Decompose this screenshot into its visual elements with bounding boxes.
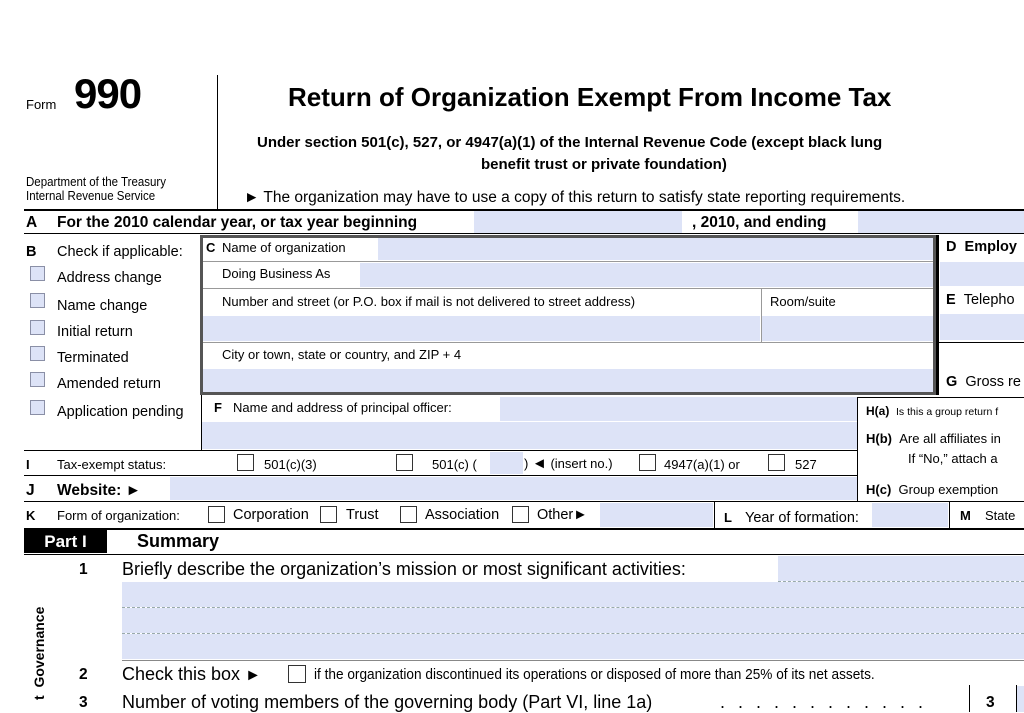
name-change-checkbox[interactable] [30, 293, 45, 308]
mission-field-4[interactable] [122, 634, 1024, 659]
mission-field-3[interactable] [122, 608, 1024, 633]
terminated-checkbox[interactable] [30, 346, 45, 361]
governance-side-label: t Governance [31, 606, 47, 700]
form-label: Form [26, 97, 57, 112]
status-4947-checkbox[interactable] [639, 454, 656, 471]
mission-rule [122, 660, 1024, 661]
line-3-box-rule [969, 685, 970, 712]
city-field[interactable] [203, 369, 933, 392]
association-checkbox[interactable] [400, 506, 417, 523]
amended-return-label: Amended return [57, 376, 161, 392]
initial-return-checkbox[interactable] [30, 320, 45, 335]
h-divider [857, 397, 858, 501]
status-527-label: 527 [795, 457, 817, 472]
form-number: 990 [74, 70, 142, 117]
initial-return-label: Initial return [57, 324, 133, 340]
arrow-right-icon: ► [245, 667, 261, 684]
line-hb-label: H(b) Are all affiliates in [866, 431, 1001, 446]
form-title: Return of Organization Exempt From Income Tax [288, 82, 892, 112]
status-501c3-checkbox[interactable] [237, 454, 254, 471]
year-formation-label: Year of formation: [745, 510, 859, 526]
line-g-label: G Gross re [946, 374, 1021, 390]
status-501c3-label: 501(c)(3) [264, 457, 317, 472]
l-left-rule [714, 502, 715, 528]
state-notice: ► The organization may have to use a copy of this return to satisfy state reporting requirements. [244, 189, 906, 206]
line-f-letter: F [214, 400, 222, 415]
line-a-rule [24, 233, 1024, 234]
corporation-checkbox[interactable] [208, 506, 225, 523]
line-e-label: E Telepho [946, 292, 1015, 308]
trust-checkbox[interactable] [320, 506, 337, 523]
arrow-right-icon: ► [573, 507, 588, 523]
line-a-label: For the 2010 calendar year, or tax year beginning [57, 214, 418, 231]
line-2-label: Check this box ► [122, 664, 261, 684]
year-formation-field[interactable] [872, 503, 948, 527]
line-3-label: Number of voting members of the governing body (Part VI, line 1a) [122, 692, 653, 712]
k-rule [24, 528, 1024, 530]
c-rule-1 [203, 261, 933, 262]
principal-officer-field-2[interactable] [202, 422, 857, 449]
telephone-field[interactable] [940, 314, 1024, 340]
insert-number-field[interactable] [490, 452, 523, 474]
line-1-number: 1 [79, 561, 88, 578]
corporation-label: Corporation [233, 507, 309, 523]
f-left-rule [201, 395, 202, 450]
g-rule [858, 397, 1024, 398]
right-column-divider [936, 235, 939, 395]
department-label: Department of the Treasury Internal Revenue Service [26, 175, 166, 203]
other-label: Other► [537, 507, 588, 523]
line-a-mid: , 2010, and ending [692, 214, 827, 231]
principal-officer-field-1[interactable] [500, 397, 857, 421]
street-label: Number and street (or P.O. box if mail is not delivered to street address) [222, 294, 636, 309]
other-checkbox[interactable] [512, 506, 529, 523]
line-a-letter: A [26, 214, 38, 231]
header-divider [217, 75, 218, 210]
line-1-label: Briefly describe the organization’s mission or most significant activities: [122, 559, 686, 579]
arrow-right-icon: ► [125, 482, 141, 499]
box-c-letter: C [206, 240, 216, 255]
part-i-title: Summary [137, 531, 220, 551]
part-i-rule [24, 554, 1024, 555]
mission-field-2[interactable] [122, 582, 1024, 607]
part-i-tag: Part I [24, 530, 107, 553]
line-d-label: D Employ [946, 239, 1017, 255]
application-pending-checkbox[interactable] [30, 400, 45, 415]
status-501c-checkbox[interactable] [396, 454, 413, 471]
line-hc-label: H(c) Group exemption [866, 482, 999, 497]
line-3-box-number: 3 [986, 694, 995, 711]
tax-year-ending-field[interactable] [858, 211, 1024, 233]
dba-field[interactable] [360, 263, 933, 287]
room-suite-field[interactable] [762, 316, 933, 341]
tax-year-beginning-field[interactable] [474, 211, 682, 233]
voting-members-field[interactable] [1017, 686, 1024, 712]
application-pending-label: Application pending [57, 404, 184, 420]
discontinued-checkbox[interactable] [288, 665, 306, 683]
street-field[interactable] [203, 316, 760, 341]
line-ha-label: H(a) Is this a group return f [866, 404, 999, 418]
employer-id-field[interactable] [940, 262, 1024, 286]
website-field[interactable] [170, 477, 857, 500]
arrow-right-icon: ► [244, 189, 260, 206]
org-name-field[interactable] [378, 238, 933, 260]
amended-return-checkbox[interactable] [30, 372, 45, 387]
org-name-label: Name of organization [222, 240, 346, 255]
line-2-text: if the organization discontinued its operations or disposed of more than 25% of its net assets. [314, 667, 875, 683]
city-label: City or town, state or country, and ZIP + 4 [222, 347, 462, 362]
other-org-field[interactable] [600, 503, 713, 527]
line-3-dots: . . . . . . . . . . . . [720, 692, 928, 712]
line-l-letter: L [724, 510, 732, 525]
dba-label: Doing Business As [222, 266, 331, 281]
address-change-label: Address change [57, 270, 162, 286]
room-suite-label: Room/suite [770, 294, 836, 309]
line-b-label: Check if applicable: [57, 244, 183, 260]
line-b-letter: B [26, 244, 37, 260]
form-subtitle-2: benefit trust or private foundation) [481, 156, 727, 173]
arrow-left-icon: ◄ [531, 455, 547, 472]
line-3-number: 3 [79, 694, 88, 711]
website-label: Website: ► [57, 482, 141, 499]
line-hb-note: If “No,” attach a [908, 451, 998, 466]
address-change-checkbox[interactable] [30, 266, 45, 281]
i-rule [24, 475, 858, 476]
form-subtitle-1: Under section 501(c), 527, or 4947(a)(1) of the Internal Revenue Code (except black lung [257, 134, 883, 151]
trust-label: Trust [346, 507, 379, 523]
line-j-letter: J [26, 482, 35, 499]
tax-exempt-label: Tax-exempt status: [57, 457, 167, 472]
insert-number-label: ) ◄ (insert no.) [524, 455, 613, 472]
status-501c-label: 501(c) ( [432, 457, 477, 472]
line-m-letter: M [960, 508, 971, 523]
state-label: State [985, 508, 1016, 523]
status-527-checkbox[interactable] [768, 454, 785, 471]
terminated-label: Terminated [57, 350, 129, 366]
e-rule [938, 342, 1024, 343]
status-4947-label: 4947(a)(1) or [664, 457, 740, 472]
c-rule-3 [203, 342, 933, 343]
line-2-number: 2 [79, 666, 88, 683]
form-of-org-label: Form of organization: [57, 508, 180, 523]
line-i-letter: I [26, 457, 30, 472]
c-rule-2 [203, 288, 933, 289]
line-k-letter: K [26, 508, 36, 523]
m-left-rule [949, 502, 950, 528]
association-label: Association [425, 507, 500, 523]
mission-field-1[interactable] [778, 556, 1024, 581]
principal-officer-label: Name and address of principal officer: [233, 400, 452, 415]
name-change-label: Name change [57, 298, 148, 314]
j-rule [24, 501, 1024, 502]
f-bottom-rule [24, 450, 858, 451]
